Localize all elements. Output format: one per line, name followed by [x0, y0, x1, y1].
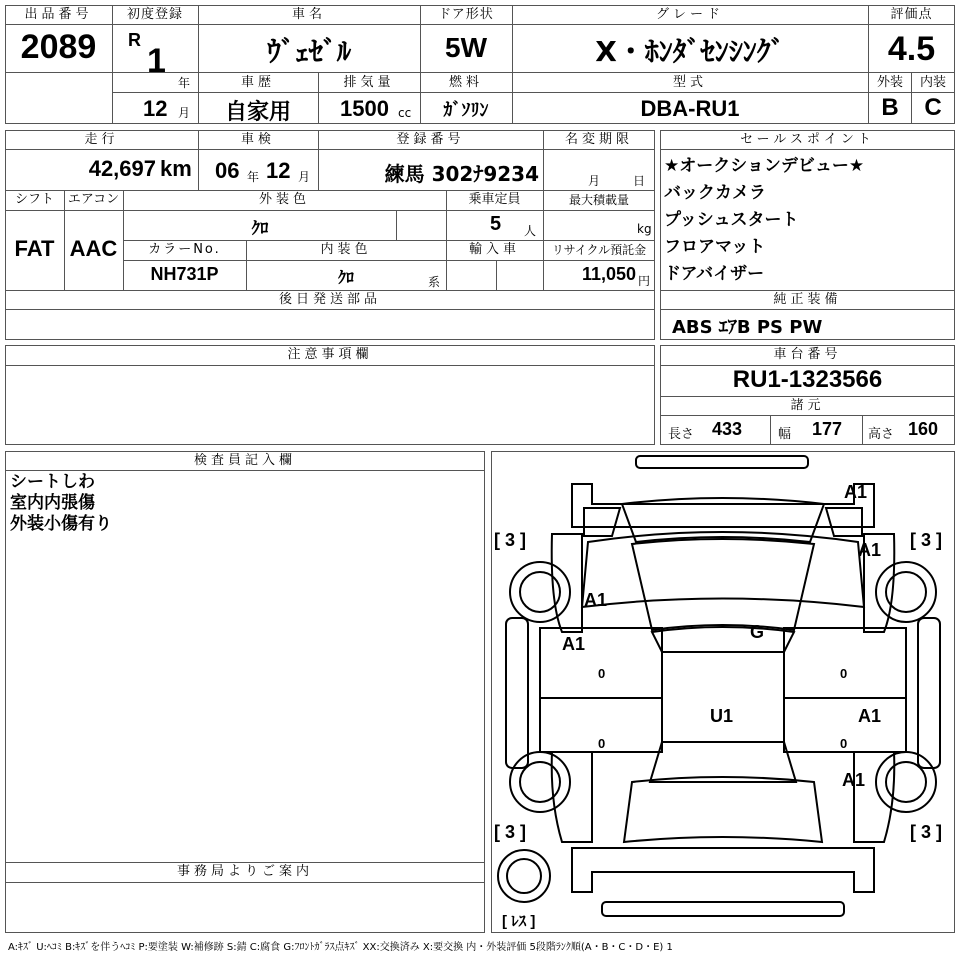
inspection-month: 12	[266, 158, 291, 183]
door-front-left	[540, 628, 662, 698]
ext-color-label: 外装色	[124, 191, 445, 209]
rear-bumper-bottom	[602, 902, 844, 916]
tire-mark-rear-right: [ 3 ]	[910, 822, 943, 842]
front-bumper-top	[636, 456, 808, 468]
inspector-notes	[10, 472, 112, 535]
sales-point: プッシュスタート	[664, 210, 799, 230]
specs-label: 諸元	[661, 397, 954, 415]
sales-point: フロアマット	[664, 237, 766, 257]
mileage: 42,697	[88, 156, 156, 181]
sales-points-label: セールスポイント	[661, 131, 954, 149]
zero-rear-left: 0	[598, 736, 606, 751]
car-name: ｳﾞｪｾﾞﾙ	[266, 35, 351, 68]
sales-points-list	[664, 153, 952, 288]
era: R	[128, 30, 141, 50]
mark-front-right-fender: A1	[858, 540, 882, 560]
mark-rear-right-fender: A1	[842, 770, 866, 790]
ext-score: B	[881, 94, 899, 121]
inspector-line: 室内内張傷	[10, 493, 95, 513]
sales-point: バックカメラ	[664, 183, 766, 203]
displacement-unit: cc	[398, 106, 412, 120]
hood	[582, 532, 864, 607]
first-reg-label: 初度登録	[113, 6, 197, 24]
chassis-number: RU1-1323566	[732, 366, 883, 393]
tire-mark-rear-left: [ 3 ]	[494, 822, 527, 842]
inspection-year-unit: 年	[247, 170, 260, 184]
parts-label: 後日発送部品	[6, 291, 654, 309]
max-load-unit: kg	[637, 222, 652, 236]
car-diagram-svg	[492, 452, 954, 932]
capacity: 5	[490, 213, 502, 235]
sales-point: ★オークションデビュー★	[664, 156, 865, 176]
zero-front-left: 0	[598, 666, 606, 681]
tire-mark-front-left: [ 3 ]	[494, 530, 527, 550]
capacity-label: 乗車定員	[447, 191, 542, 209]
door-type: 5W	[445, 32, 487, 63]
width: 177	[812, 419, 843, 439]
height: 160	[908, 419, 939, 439]
recycle-label: リサイクル預託金	[544, 241, 654, 259]
sill-left	[506, 618, 528, 768]
score: 4.5	[887, 30, 936, 68]
zero-front-right: 0	[840, 666, 848, 681]
fender-rear-left	[552, 752, 592, 842]
sill-right	[918, 618, 940, 768]
max-load-label: 最大積載量	[544, 191, 654, 209]
int-color-label: 内装色	[247, 241, 445, 259]
mark-windshield: G	[750, 622, 765, 642]
fender-rear-right	[854, 752, 894, 842]
ac-label: エアコン	[65, 191, 122, 209]
length: 433	[712, 419, 743, 439]
car-name-label: 車名	[199, 6, 419, 24]
capacity-unit: 人	[524, 224, 537, 238]
equipment: ABS ｴｱB PS PW	[672, 317, 823, 338]
rear-bumper	[572, 848, 874, 892]
month-unit: 月	[178, 106, 191, 120]
lot-number: 2089	[20, 28, 97, 66]
roof-front	[652, 627, 794, 652]
import-label: 輸入車	[447, 241, 542, 259]
door-label: ドア形状	[421, 6, 511, 24]
inspector-line: 外装小傷有り	[10, 514, 112, 534]
first-reg-year: 1	[147, 42, 166, 80]
int-score: C	[924, 94, 942, 121]
shift: FAT	[14, 236, 55, 261]
ac: AAC	[69, 236, 118, 261]
model: DBA-RU1	[640, 96, 740, 121]
shift-label: シフト	[6, 191, 63, 209]
int-color: ｸﾛ	[337, 268, 354, 287]
spare-label: [ ﾚｽ ]	[502, 913, 536, 930]
chassis-label: 車台番号	[661, 346, 954, 364]
displacement-label: 排気量	[319, 74, 419, 92]
name-change-label: 名変期限	[544, 131, 654, 149]
ext-score-label: 外装	[869, 74, 911, 92]
year-unit: 年	[178, 76, 191, 90]
grade: X・ﾎﾝﾀﾞｾﾝｼﾝｸﾞ	[595, 35, 785, 68]
history: 自家用	[224, 100, 291, 125]
grade-label: グレード	[513, 6, 867, 24]
plate-number: 練馬 302ﾅ9234	[384, 162, 539, 186]
mark-front-bumper: A1	[844, 482, 868, 502]
inspection-label: 車検	[199, 131, 317, 149]
name-change-day-unit: 日	[633, 174, 646, 188]
wheel-rear-left-inner	[520, 762, 560, 802]
mark-hood-left: A1	[584, 590, 608, 610]
notes-label: 注意事項欄	[6, 346, 654, 364]
displacement: 1500	[340, 96, 389, 121]
inspection-year: 06	[215, 158, 240, 183]
fuel: ｶﾞｿﾘﾝ	[443, 100, 489, 121]
zero-rear-right: 0	[840, 736, 848, 751]
inspector-line: シートしわ	[10, 472, 95, 492]
fuel-label: 燃料	[421, 74, 511, 92]
history-label: 車歴	[199, 74, 317, 92]
sales-point: ドアバイザー	[664, 264, 765, 284]
width-label: 幅	[778, 427, 792, 442]
ext-color: ｸﾛ	[251, 219, 269, 239]
headlight-left	[584, 508, 620, 536]
spare-tire-inner	[507, 859, 541, 893]
inspector-label: 検査員記入欄	[6, 452, 484, 470]
int-color-suffix: 系	[428, 275, 441, 289]
equipment-label: 純正装備	[661, 291, 954, 309]
recycle-unit: 円	[638, 274, 651, 288]
spare-tire-outer	[498, 850, 550, 902]
mark-roof: U1	[710, 706, 734, 726]
mileage-unit: km	[160, 156, 192, 181]
color-no-label: カラーNo.	[124, 241, 245, 259]
headlight-right	[826, 508, 862, 536]
tailgate	[624, 777, 822, 842]
lot-label: 出品番号	[6, 6, 111, 24]
recycle-fee: 11,050	[581, 264, 636, 284]
length-label: 長さ	[668, 427, 695, 442]
name-change-month-unit: 月	[588, 174, 601, 188]
inspection-month-unit: 月	[298, 170, 311, 184]
windshield	[632, 539, 814, 630]
height-label: 高さ	[868, 427, 895, 442]
plate-label: 登録番号	[319, 131, 542, 149]
roof	[662, 652, 784, 742]
color-no: NH731P	[150, 264, 219, 284]
first-reg-month: 12	[143, 96, 168, 121]
rear-window	[650, 742, 796, 782]
office-label: 事務局よりご案内	[6, 863, 484, 881]
score-label: 評価点	[869, 6, 954, 24]
car-diagram	[491, 451, 955, 933]
wheel-rear-right-inner	[886, 762, 926, 802]
door-front-right	[784, 628, 906, 698]
mark-front-left-door: A1	[562, 634, 586, 654]
tire-mark-front-right: [ 3 ]	[910, 530, 943, 550]
int-score-label: 内装	[912, 74, 954, 92]
model-label: 型式	[513, 74, 867, 92]
legend: A:ｷｽﾞ U:ﾍｺﾐ B:ｷｽﾞを伴うﾍｺﾐ P:要塗装 W:補修跡 S:錆 C:腐食 G:ﾌﾛﾝﾄｶﾞﾗｽ点ｷｽﾞ XX:交換済み X:要交換 内・外装評価 5段階ﾗﾝｸ順(A・B・C・D・E) 1	[8, 942, 673, 953]
mileage-label: 走行	[6, 131, 197, 149]
mark-rear-right-door: A1	[858, 706, 882, 726]
